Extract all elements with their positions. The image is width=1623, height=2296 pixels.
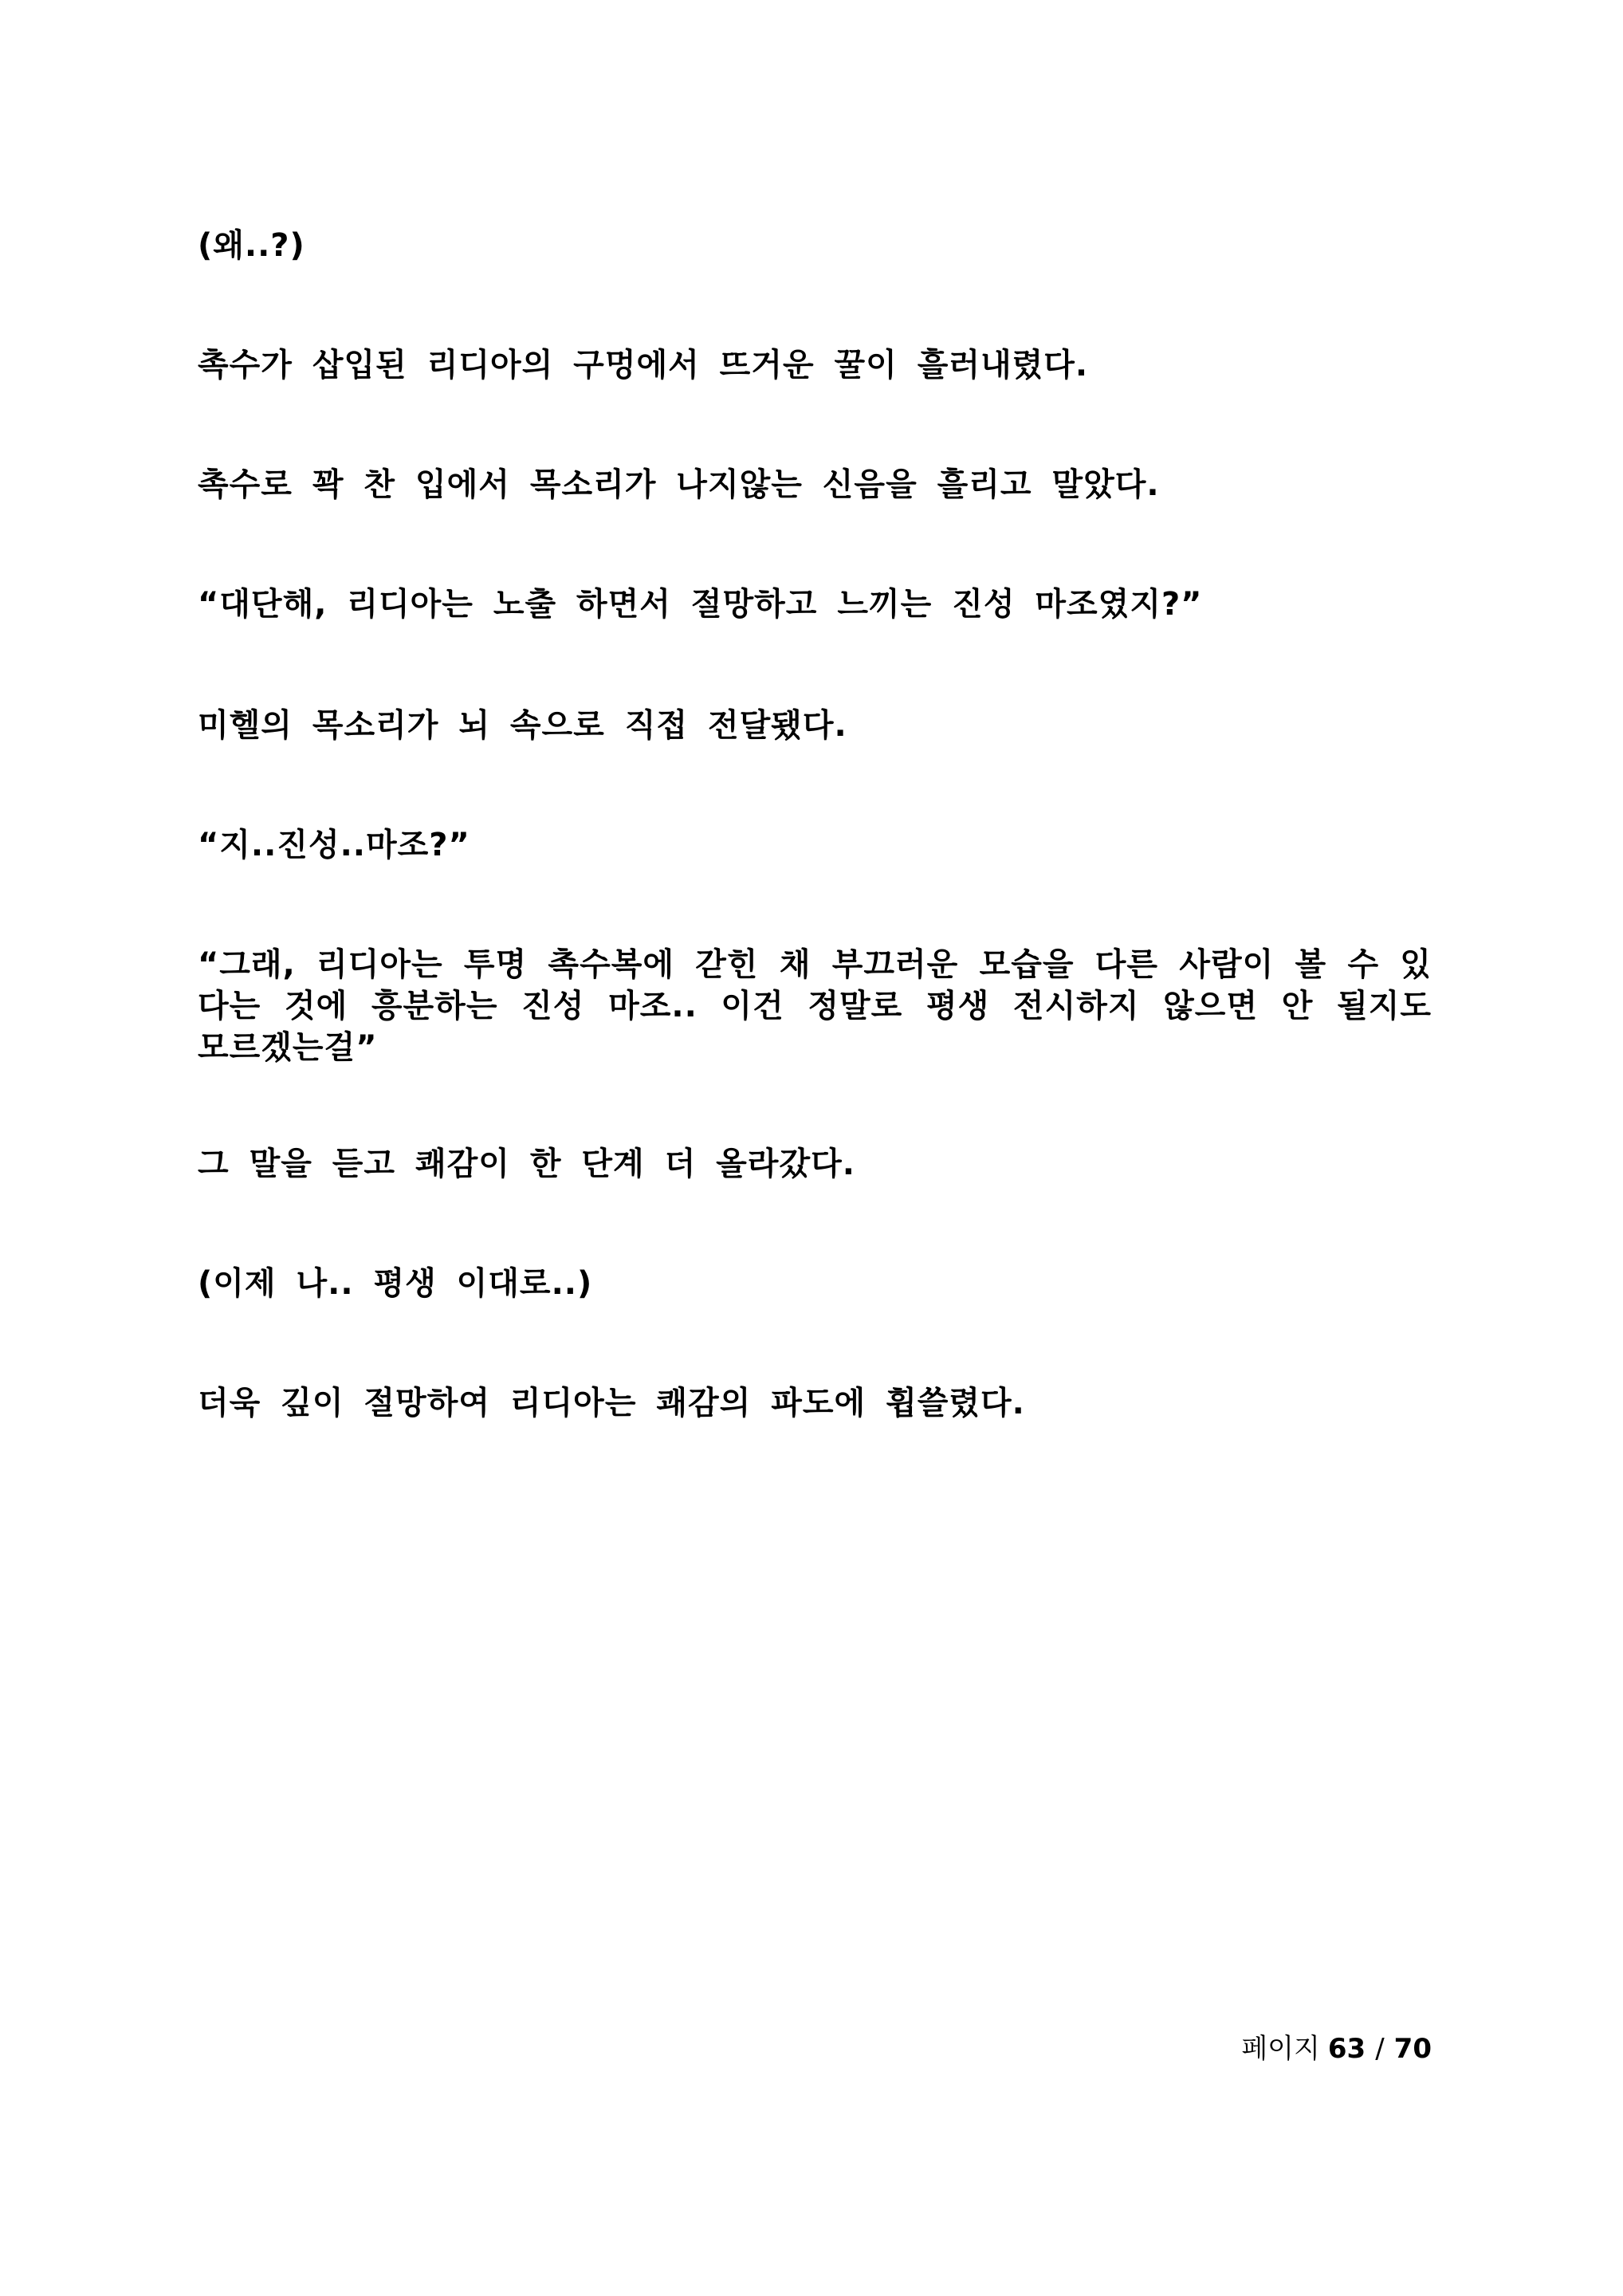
page-current: 63 [1327, 2033, 1366, 2065]
page-label: 페이지 [1241, 2033, 1320, 2065]
paragraph-9: (이제 나.. 평생 이대로..) [198, 1265, 593, 1302]
paragraph-2: 촉수가 삽입된 리디아의 구멍에서 뜨거운 꿀이 흘러내렸다. [198, 347, 1089, 383]
paragraph-8: 그 말을 듣고 쾌감이 한 단계 더 올라갔다. [198, 1146, 855, 1182]
paragraph-10: 더욱 깊이 절망하여 리디아는 쾌감의 파도에 휩쓸렸다. [198, 1385, 1025, 1421]
page-number-footer [1241, 2031, 1432, 2066]
page-separator: / [1375, 2033, 1385, 2065]
paragraph-7: “그래, 리디아는 투명 촉수복에 갇힌 채 부끄러운 모습을 다른 사람이 볼 수 있다는 것에 흥분하는 진성 마조.. 이건 정말로 평생 전시하지 않으면 안 될지도 모르겠는걸” [198, 946, 1432, 1066]
paragraph-6: “지..진성..마조?” [198, 827, 470, 863]
paragraph-5: 미헬의 목소리가 뇌 속으로 직접 전달됐다. [198, 707, 847, 744]
paragraph-4: “대단해, 리디아는 노출 하면서 절망하고 느끼는 진성 마조였지?” [198, 586, 1203, 623]
paragraph-1: (왜..?) [198, 227, 305, 264]
page-total: 70 [1393, 2033, 1432, 2065]
paragraph-3: 촉수로 꽉 찬 입에서 목소리가 나지않는 신음을 흘리고 말았다. [198, 466, 1160, 503]
